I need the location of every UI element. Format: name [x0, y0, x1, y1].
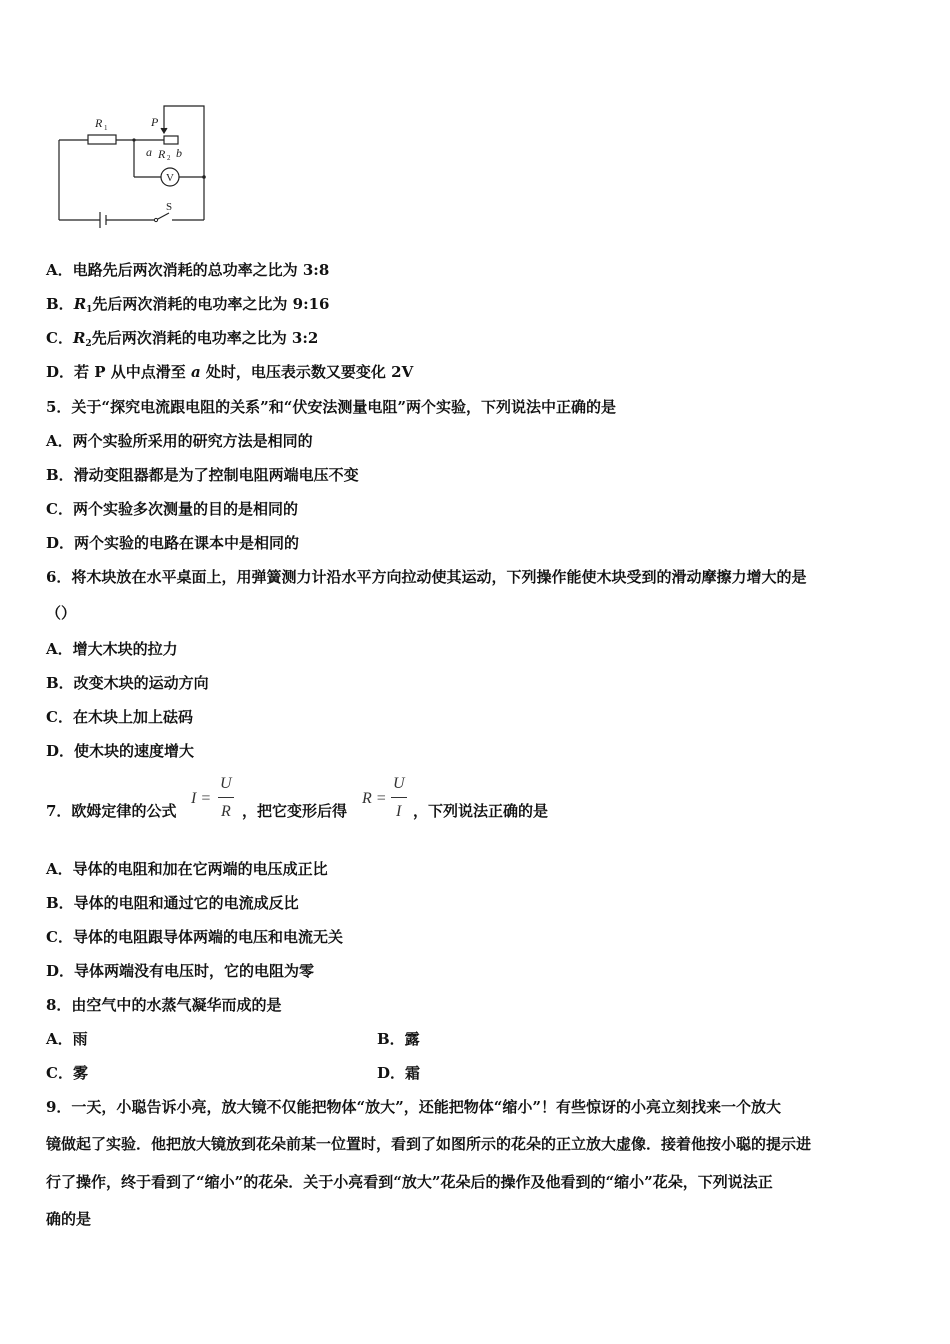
label-a: a [146, 145, 152, 159]
switch-s [156, 213, 169, 220]
q4-option-c[interactable]: C．$R_2$先后两次消耗的电功率之比为 3:2 [46, 329, 319, 349]
q5-option-c[interactable]: C．两个实验多次测量的目的是相同的 [46, 500, 298, 518]
q5-option-a[interactable]: A．两个实验所采用的研究方法是相同的 [46, 432, 313, 450]
label-r2: R [158, 147, 166, 161]
q7-option-d[interactable]: D．导体两端没有电压时，它的电阻为零 [46, 962, 315, 980]
q8-stem: 8．由空气中的水蒸气凝华而成的是 [46, 996, 282, 1014]
q8-option-a[interactable]: A．雨 [46, 1030, 88, 1048]
q6-option-a[interactable]: A．增大木块的拉力 [46, 640, 178, 658]
q5-stem: 5．关于“探究电流跟电阻的关系”和“伏安法测量电阻”两个实验，下列说法中正确的是 [46, 398, 616, 416]
label-r1: R [95, 116, 103, 130]
q7-option-a[interactable]: A．导体的电阻和加在它两端的电压成正比 [46, 860, 328, 878]
q9-stem-line-2: 镜做起了实验．他把放大镜放到花朵前某一位置时，看到了如图所示的花朵的正立放大虚像．接着他按小聪的提示进 [46, 1135, 812, 1153]
q6-option-c[interactable]: C．在木块上加上砝码 [46, 708, 193, 726]
q4-option-a[interactable]: A．电路先后两次消耗的总功率之比为 3:8 [46, 261, 330, 279]
q5-option-d[interactable]: D．两个实验的电路在课本中是相同的 [46, 534, 300, 552]
resistor-r2 [164, 136, 178, 144]
q5-option-b[interactable]: B．滑动变阻器都是为了控制电阻两端电压不变 [46, 466, 359, 484]
resistor-r1 [88, 135, 116, 144]
label-p: P [151, 115, 159, 129]
q7-option-c[interactable]: C．导体的电阻跟导体两端的电压和电流无关 [46, 928, 343, 946]
q8-option-c[interactable]: C．雾 [46, 1064, 88, 1082]
q9-stem-line-4: 确的是 [46, 1210, 92, 1228]
q4-option-b[interactable]: B．$R_1$先后两次消耗的电功率之比为 9:16 [46, 295, 330, 315]
q6-stem-bracket: （） [46, 604, 77, 622]
label-r1-sub: 1 [104, 124, 108, 132]
q7-stem-c: ，下列说法正确的是 [413, 802, 549, 820]
q9-stem-line-3: 行了操作，终于看到了“缩小”的花朵．关于小亮看到“放大”花朵后的操作及他看到的“缩小”花朵，下列说法正 [46, 1173, 773, 1191]
q8-option-d[interactable]: D．霜 [377, 1064, 421, 1082]
q7-stem-a: 7．欧姆定律的公式 [46, 802, 177, 820]
label-v: V [166, 172, 174, 184]
q7-option-b[interactable]: B．导体的电阻和通过它的电流成反比 [46, 894, 299, 912]
q6-option-d[interactable]: D．使木块的速度增大 [46, 742, 195, 760]
q4-option-d[interactable]: D．若 P 从中点滑至 a 处时，电压表示数又要变化 2V [46, 363, 414, 381]
label-s: S [166, 201, 173, 213]
q8-option-b[interactable]: B．露 [377, 1030, 420, 1048]
q6-stem: 6．将木块放在水平桌面上，用弹簧测力计沿水平方向拉动使其运动，下列操作能使木块受到的滑动摩擦力增大的是 [46, 568, 807, 586]
q7-stem-b: ，把它变形后得 [242, 802, 348, 820]
q9-stem-line-1: 9．一天，小聪告诉小亮，放大镜不仅能把物体“放大”，还能把物体“缩小”！有些惊讶的小亮立刻找来一个放大 [46, 1098, 781, 1116]
label-r2-sub: 2 [167, 154, 171, 162]
circuit-diagram [52, 100, 222, 230]
label-b: b [176, 146, 182, 160]
q6-option-b[interactable]: B．改变木块的运动方向 [46, 674, 209, 692]
